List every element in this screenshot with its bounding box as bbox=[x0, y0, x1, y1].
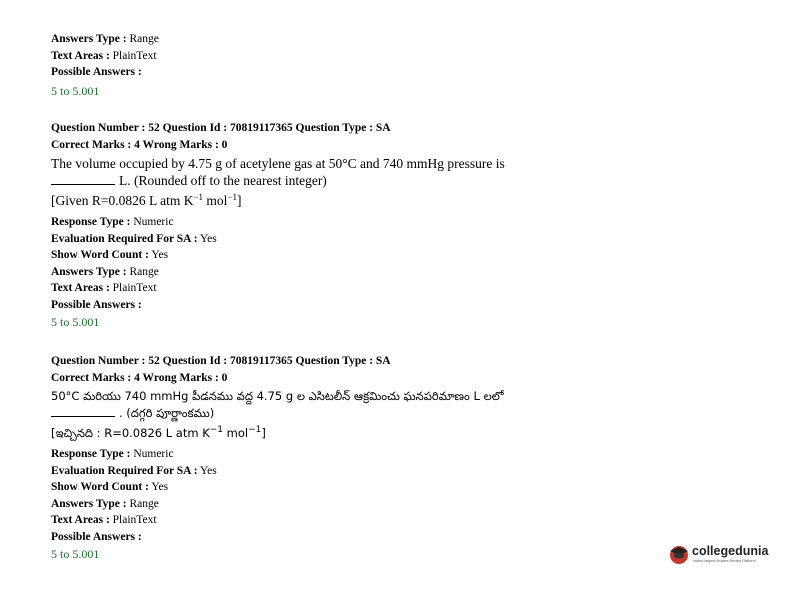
collegedunia-logo bbox=[668, 543, 778, 569]
word-count-row: Show Word Count : Yes bbox=[51, 249, 169, 261]
possible-answers-row bbox=[51, 64, 611, 81]
answers-type-row bbox=[51, 31, 611, 48]
answer-value: 5 to 5.001 bbox=[51, 547, 100, 561]
question-text-line2: L. (Rounded off to the nearest integer) bbox=[51, 172, 611, 189]
answers-type-label: Answers Type : bbox=[51, 33, 127, 45]
graduation-cap-icon bbox=[668, 543, 690, 565]
text-areas-value: PlainText bbox=[109, 49, 157, 62]
question-block-english bbox=[51, 120, 611, 331]
evaluation-row: Evaluation Required For SA : Yes bbox=[51, 232, 217, 245]
logo-tagline: India's largest Student Review Platform bbox=[693, 559, 756, 563]
question-text-line1: 50°C మరియు 740 mmHg పీడనము వద్ద 4.75 g ల ఎసిటలీన్ ఆక్రమించు ఘనపరిమాణం L లలో bbox=[51, 389, 504, 403]
text-areas-label: Text Areas : bbox=[51, 49, 110, 62]
text-areas-row bbox=[51, 48, 611, 65]
possible-answers-row: Possible Answers : bbox=[51, 298, 142, 311]
text-areas-row: Text Areas : PlainText bbox=[51, 514, 157, 526]
question-text-line2: . (దగ్గరి పూర్ణాంకము) bbox=[51, 405, 611, 422]
question-block-telugu bbox=[51, 353, 611, 563]
answer-blank bbox=[51, 407, 115, 417]
question-marks: Correct Marks : 4 Wrong Marks : 0 bbox=[51, 138, 228, 151]
answers-type-row: Answers Type : Range bbox=[51, 265, 159, 278]
evaluation-row: Evaluation Required For SA : Yes bbox=[51, 464, 217, 477]
word-count-row: Show Word Count : Yes bbox=[51, 481, 169, 493]
possible-answers-row: Possible Answers : bbox=[51, 530, 142, 543]
answer-value: 5 to 5.001 bbox=[51, 315, 100, 329]
text-areas-row: Text Areas : PlainText bbox=[51, 282, 157, 294]
question-header: Question Number : 52 Question Id : 70819117365 Question Type : SA bbox=[51, 122, 391, 134]
answer-blank bbox=[51, 175, 115, 185]
possible-answers-label: Possible Answers : bbox=[51, 66, 142, 78]
logo-name: collegedunia bbox=[692, 544, 769, 558]
answers-type-value: Range bbox=[126, 33, 159, 45]
question-marks: Correct Marks : 4 Wrong Marks : 0 bbox=[51, 371, 228, 384]
given-constant: [ఇచ్చినది : R=0.0826 L atm $K^{-1}$ mol$^{-1}$] bbox=[51, 425, 266, 440]
given-constant: [Given R=0.0826 L atm $K^{-1}$ mol$^{-1}$] bbox=[51, 192, 242, 208]
top-block bbox=[51, 31, 611, 100]
response-type-row: Response Type : Numeric bbox=[51, 216, 174, 228]
question-header: Question Number : 52 Question Id : 70819117365 Question Type : SA bbox=[51, 355, 391, 367]
answer-value: 5 to 5.001 bbox=[51, 83, 100, 98]
question-text-line1: The volume occupied by 4.75 g of acetylene gas at 50°C and 740 mmHg pressure is bbox=[51, 156, 505, 171]
answers-type-row: Answers Type : Range bbox=[51, 497, 159, 510]
response-type-row: Response Type : Numeric bbox=[51, 448, 174, 460]
